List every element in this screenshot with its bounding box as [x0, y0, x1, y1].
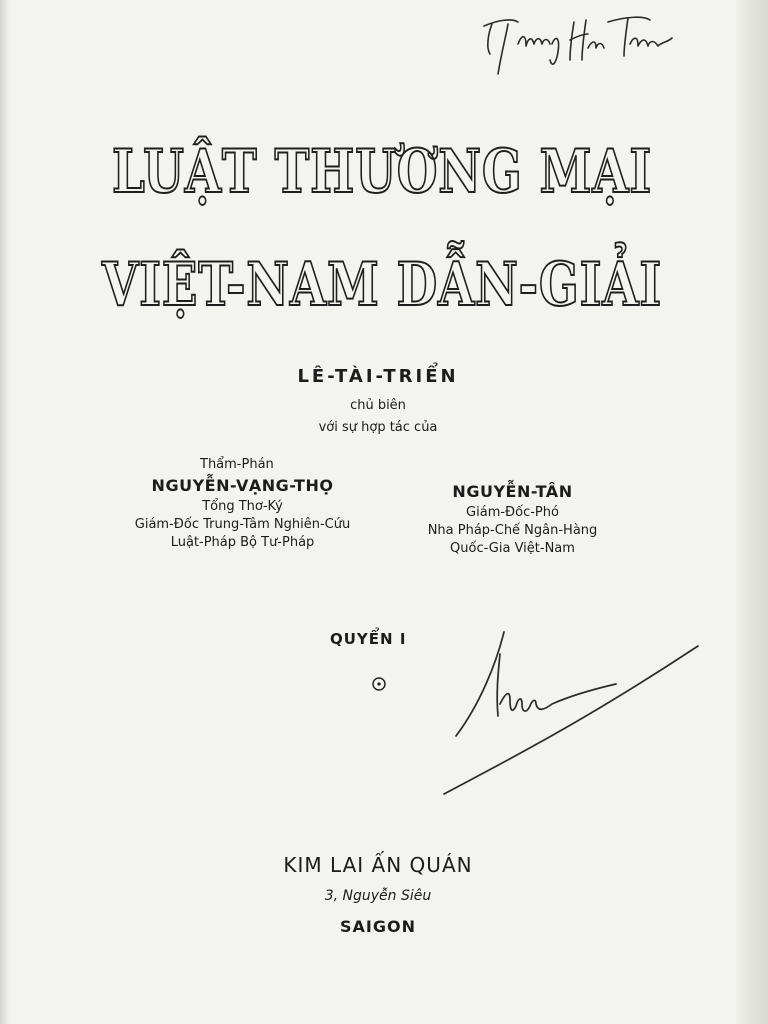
collaborator-title: Luật-Pháp Bộ Tư-Pháp	[170, 535, 315, 550]
collaborator-name: NGUYỄN-TÂN	[452, 482, 573, 501]
collaborator-left	[110, 456, 375, 552]
owner-signature-image	[478, 4, 678, 80]
collaboration-note: với sự hợp tác của	[318, 420, 438, 435]
book-title-line-2: VIỆT-NAM DẪN-GIẢI	[102, 250, 663, 320]
collaborator-prefix: Thẩm-Phán	[200, 457, 274, 472]
author-name: LÊ-TÀI-TRIỂN	[297, 366, 459, 387]
volume-label: QUYỂN I	[330, 630, 407, 648]
collaborator-title: Giám-Đốc-Phó	[466, 505, 559, 520]
editor-role: chủ biên	[350, 398, 406, 413]
collaborator-name: NGUYỄN-VẠNG-THỌ	[151, 476, 334, 495]
collaborator-title: Nha Pháp-Chế Ngân-Hàng	[427, 523, 598, 538]
circle-ornament-icon	[371, 676, 387, 692]
collaborator-right	[400, 480, 625, 558]
publisher-name: KIM LAI ẤN QUÁN	[283, 853, 473, 877]
collaborator-title: Giám-Đốc Trung-Tâm Nghiên-Cứu	[134, 517, 351, 532]
book-title-line-1: LUẬT THƯƠNG MẠI	[112, 137, 652, 207]
collaborator-title: Quốc-Gia Việt-Nam	[450, 541, 575, 556]
publisher-city: SAIGON	[340, 917, 416, 936]
author-signature-image	[440, 624, 704, 804]
publisher-address: 3, Nguyễn Siêu	[324, 888, 432, 904]
collaborator-title: Tổng Thơ-Ký	[202, 499, 283, 514]
